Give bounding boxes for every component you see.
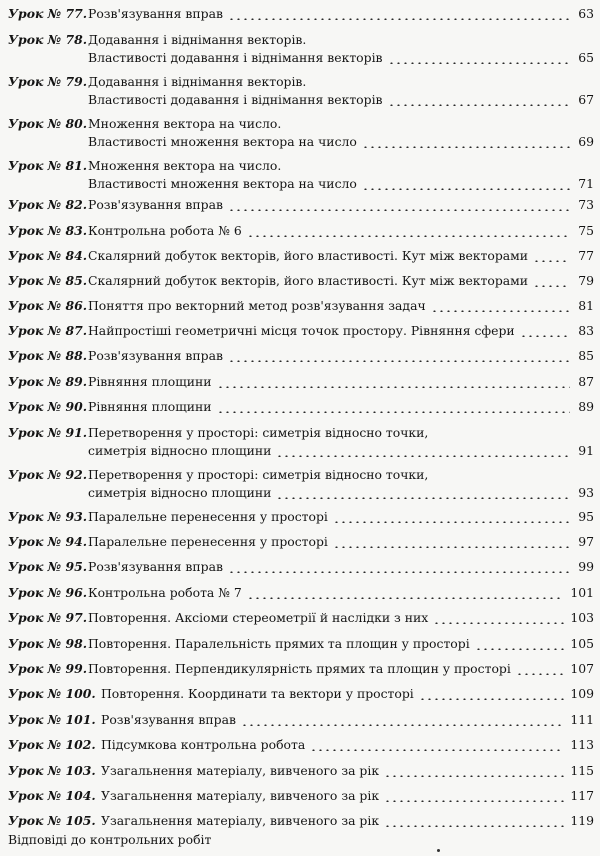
lesson-title <box>88 424 594 460</box>
lesson-title <box>88 508 594 526</box>
page-number: 87 <box>578 374 594 389</box>
dot-leader <box>362 180 570 190</box>
lesson-title-line: Розв'язування вправ <box>88 6 223 21</box>
lesson-title-line: Додавання і віднімання векторів. <box>88 32 307 47</box>
dot-leader <box>384 817 564 827</box>
lesson-title-line: Узагальнення матеріалу, вивченого за рік <box>101 813 380 828</box>
lesson-title <box>88 5 594 23</box>
lesson-title-line: Перетворення у просторі: симетрія відносно точки, <box>88 425 429 440</box>
page-number: 79 <box>578 273 594 288</box>
lesson-title-last-line <box>101 711 594 729</box>
lesson-title-last-line <box>88 558 594 576</box>
toc-entry <box>8 196 594 214</box>
page-number: 109 <box>570 686 594 701</box>
lesson-title <box>88 115 594 151</box>
lesson-title-last-line <box>88 175 594 193</box>
answers-section-title: Відповіді до контрольних робіт <box>8 832 212 847</box>
toc-entry <box>8 508 594 526</box>
toc-entry <box>8 398 594 416</box>
lesson-number: Урок № 99. <box>8 661 88 676</box>
lesson-title-last-line <box>88 373 594 391</box>
dot-leader <box>276 447 570 457</box>
lesson-title-last-line <box>88 347 594 365</box>
lesson-title <box>88 466 594 502</box>
lesson-title-last-line <box>88 508 594 526</box>
toc-entry <box>8 660 594 678</box>
page-number: 89 <box>578 399 594 414</box>
lesson-number: Урок № 104. <box>8 788 96 803</box>
toc-entry <box>8 272 594 290</box>
lesson-number: Урок № 98. <box>8 636 88 651</box>
lesson-title-last-line <box>88 609 594 627</box>
lesson-title-line: Узагальнення матеріалу, вивченого за рік <box>101 788 380 803</box>
toc-entry <box>8 115 594 151</box>
lesson-number: Урок № 85. <box>8 273 88 288</box>
lesson-number: Урок № 88. <box>8 348 88 363</box>
toc-entry <box>8 685 594 703</box>
lesson-number: Урок № 94. <box>8 534 88 549</box>
page-number: 101 <box>570 585 594 600</box>
lesson-number: Урок № 90. <box>8 399 88 414</box>
page-number: 63 <box>578 6 594 21</box>
lesson-title <box>88 533 594 551</box>
lesson-title-line: Перетворення у просторі: симетрія відносно точки, <box>88 467 429 482</box>
dot-leader <box>388 54 570 64</box>
dot-leader <box>228 563 570 573</box>
lesson-title <box>88 609 594 627</box>
lesson-title-line: Додавання і віднімання векторів. <box>88 74 307 89</box>
page-number: 95 <box>578 509 594 524</box>
page-number: 117 <box>570 788 594 803</box>
dot-leader <box>533 277 570 287</box>
dot-leader <box>217 403 570 413</box>
page-number: 83 <box>578 323 594 338</box>
lesson-title-last-line <box>88 5 594 23</box>
lesson-title <box>88 558 594 576</box>
lesson-title-last-line <box>88 222 594 240</box>
dot-leader <box>384 767 564 777</box>
lesson-title-line: симетрія відносно площини <box>88 443 272 458</box>
lesson-title-line: Розв'язування вправ <box>88 348 223 363</box>
lesson-title <box>88 297 594 315</box>
lesson-title-line: Скалярний добуток векторів, його властивості. Кут між векторами <box>88 248 529 263</box>
lesson-title <box>101 711 594 729</box>
lesson-title-line: Узагальнення матеріалу, вивченого за рік <box>101 763 380 778</box>
dot-leader <box>516 665 565 675</box>
toc-entry <box>8 787 594 805</box>
lesson-number: Урок № 96. <box>8 585 88 600</box>
page-number: 119 <box>570 813 594 828</box>
page-number: 73 <box>578 197 594 212</box>
lesson-title <box>88 31 594 67</box>
lesson-title-line: Властивості додавання і віднімання векторів <box>88 50 383 65</box>
lesson-title <box>88 373 594 391</box>
lesson-title-line: Множення вектора на число. <box>88 116 282 131</box>
dot-leader <box>384 792 564 802</box>
lesson-title-last-line <box>101 812 594 830</box>
lesson-title-last-line <box>88 533 594 551</box>
lesson-number: Урок № 77. <box>8 6 88 21</box>
lesson-title-last-line <box>101 736 594 754</box>
page-number: 77 <box>578 248 594 263</box>
page-number: 115 <box>570 763 594 778</box>
toc-entry <box>8 609 594 627</box>
dot-leader <box>228 352 570 362</box>
lesson-title-last-line <box>88 91 594 109</box>
page-number: 75 <box>578 223 594 238</box>
lesson-number: Урок № 79. <box>8 74 88 89</box>
lesson-title-line: Розв'язування вправ <box>88 559 223 574</box>
page-number: 85 <box>578 348 594 363</box>
page-number: 103 <box>570 610 594 625</box>
lesson-title <box>101 787 594 805</box>
lesson-number: Урок № 80. <box>8 116 88 131</box>
dot-leader <box>362 138 570 148</box>
page-number: 91 <box>578 443 594 458</box>
lesson-title-last-line <box>88 322 594 340</box>
lesson-title-line: Поняття про векторний метод розв'язування задач <box>88 298 426 313</box>
lesson-title-last-line <box>88 49 594 67</box>
lesson-title-line: Повторення. Паралельність прямих та площин у просторі <box>88 636 470 651</box>
lesson-number: Урок № 89. <box>8 374 88 389</box>
toc-entry <box>8 73 594 109</box>
page-number: 113 <box>570 737 594 752</box>
lesson-title-line: Скалярний добуток векторів, його властивості. Кут між векторами <box>88 273 529 288</box>
lesson-title-line: Паралельне перенесення у просторі <box>88 534 328 549</box>
toc-entry <box>8 247 594 265</box>
lesson-number: Урок № 87. <box>8 323 88 338</box>
dot-leader <box>431 302 570 312</box>
dot-leader <box>228 10 570 20</box>
lesson-title <box>101 736 594 754</box>
toc-entry <box>8 5 594 23</box>
lesson-title-line: Множення вектора на число. <box>88 158 282 173</box>
lesson-number: Урок № 97. <box>8 610 88 625</box>
lesson-number: Урок № 81. <box>8 158 88 173</box>
lesson-title-last-line <box>88 660 594 678</box>
toc-entry <box>8 347 594 365</box>
lesson-title <box>101 812 594 830</box>
toc-entry <box>8 297 594 315</box>
lesson-title-last-line <box>88 398 594 416</box>
page-number: 93 <box>578 485 594 500</box>
toc-entry <box>8 762 594 780</box>
lesson-title <box>88 584 594 602</box>
lesson-title-line: Найпростіші геометричні місця точок простору. Рівняння сфери <box>88 323 515 338</box>
lesson-title-last-line <box>88 442 594 460</box>
lesson-title <box>101 685 594 703</box>
lesson-title <box>88 247 594 265</box>
lesson-title-line: Рівняння площини <box>88 399 212 414</box>
page-number: 111 <box>570 712 594 727</box>
lesson-title-line: Повторення. Аксіоми стереометрії й наслідки з них <box>88 610 429 625</box>
lesson-number: Урок № 86. <box>8 298 88 313</box>
lesson-title <box>88 635 594 653</box>
lesson-title <box>88 660 594 678</box>
lesson-title-last-line <box>88 247 594 265</box>
lesson-title-last-line <box>88 297 594 315</box>
lesson-title-last-line <box>88 584 594 602</box>
dot-leader <box>533 252 570 262</box>
lesson-number: Урок № 105. <box>8 813 96 828</box>
dot-leader <box>247 589 565 599</box>
lesson-title-line: Паралельне перенесення у просторі <box>88 509 328 524</box>
print-speck <box>437 849 440 852</box>
lesson-title-line: Контрольна робота № 7 <box>88 585 242 600</box>
toc-entry <box>8 466 594 502</box>
toc-entry <box>8 31 594 67</box>
dot-leader <box>388 96 570 106</box>
dot-leader <box>247 227 570 237</box>
lesson-number: Урок № 103. <box>8 763 96 778</box>
lesson-title <box>101 762 594 780</box>
lesson-title-line: Рівняння площини <box>88 374 212 389</box>
toc-entry <box>8 222 594 240</box>
lesson-title-last-line <box>88 133 594 151</box>
dot-leader <box>241 716 564 726</box>
lesson-title <box>88 398 594 416</box>
lesson-number: Урок № 102. <box>8 737 96 752</box>
lesson-title-last-line <box>101 787 594 805</box>
lesson-number: Урок № 101. <box>8 712 96 727</box>
page-number: 69 <box>578 134 594 149</box>
dot-leader <box>333 513 570 523</box>
toc-entry <box>8 635 594 653</box>
toc-entry <box>8 711 594 729</box>
toc-entry <box>8 736 594 754</box>
lesson-title-last-line <box>88 635 594 653</box>
dot-leader <box>228 201 570 211</box>
dot-leader <box>333 538 570 548</box>
lesson-title-line: Властивості множення вектора на число <box>88 134 357 149</box>
lesson-title-line: Розв'язування вправ <box>88 197 223 212</box>
lesson-number: Урок № 83. <box>8 223 88 238</box>
page-number: 97 <box>578 534 594 549</box>
page-number: 67 <box>578 92 594 107</box>
lesson-title-last-line <box>88 196 594 214</box>
dot-leader <box>520 327 570 337</box>
lesson-title <box>88 322 594 340</box>
dot-leader <box>419 690 565 700</box>
lesson-title-last-line <box>88 272 594 290</box>
toc-entry <box>8 157 594 193</box>
lesson-number: Урок № 92. <box>8 467 88 482</box>
lesson-number: Урок № 82. <box>8 197 88 212</box>
lesson-title-last-line <box>101 762 594 780</box>
dot-leader <box>310 741 564 751</box>
dot-leader <box>276 489 570 499</box>
toc-entry <box>8 533 594 551</box>
lesson-title-line: Повторення. Перпендикулярність прямих та площин у просторі <box>88 661 511 676</box>
lesson-title-line: Повторення. Координати та вектори у просторі <box>101 686 414 701</box>
page-number: 81 <box>578 298 594 313</box>
lesson-number: Урок № 91. <box>8 425 88 440</box>
toc-entry <box>8 812 594 830</box>
toc-entry <box>8 373 594 391</box>
toc-entry <box>8 558 594 576</box>
lesson-number: Урок № 95. <box>8 559 88 574</box>
toc-entry <box>8 424 594 460</box>
lesson-title-line: Властивості додавання і віднімання векторів <box>88 92 383 107</box>
lesson-title-line: Контрольна робота № 6 <box>88 223 242 238</box>
toc-entry <box>8 584 594 602</box>
toc-entry <box>8 322 594 340</box>
lesson-title <box>88 347 594 365</box>
lesson-title <box>88 157 594 193</box>
page-number: 107 <box>570 661 594 676</box>
dot-leader <box>475 640 565 650</box>
lesson-title-last-line <box>88 484 594 502</box>
lesson-number: Урок № 84. <box>8 248 88 263</box>
page-number: 65 <box>578 50 594 65</box>
lesson-title <box>88 222 594 240</box>
lesson-title-line: Властивості множення вектора на число <box>88 176 357 191</box>
page-number: 99 <box>578 559 594 574</box>
lesson-title-last-line <box>101 685 594 703</box>
lesson-title-line: Розв'язування вправ <box>101 712 236 727</box>
lesson-title-line: Підсумкова контрольна робота <box>101 737 306 752</box>
lesson-title <box>88 196 594 214</box>
dot-leader <box>217 378 570 388</box>
page-number: 105 <box>570 636 594 651</box>
lesson-title-line: симетрія відносно площини <box>88 485 272 500</box>
lesson-title <box>88 272 594 290</box>
page-number: 71 <box>578 176 594 191</box>
lesson-number: Урок № 93. <box>8 509 88 524</box>
dot-leader <box>433 614 564 624</box>
lesson-number: Урок № 78. <box>8 32 88 47</box>
lesson-number: Урок № 100. <box>8 686 96 701</box>
lesson-title <box>88 73 594 109</box>
